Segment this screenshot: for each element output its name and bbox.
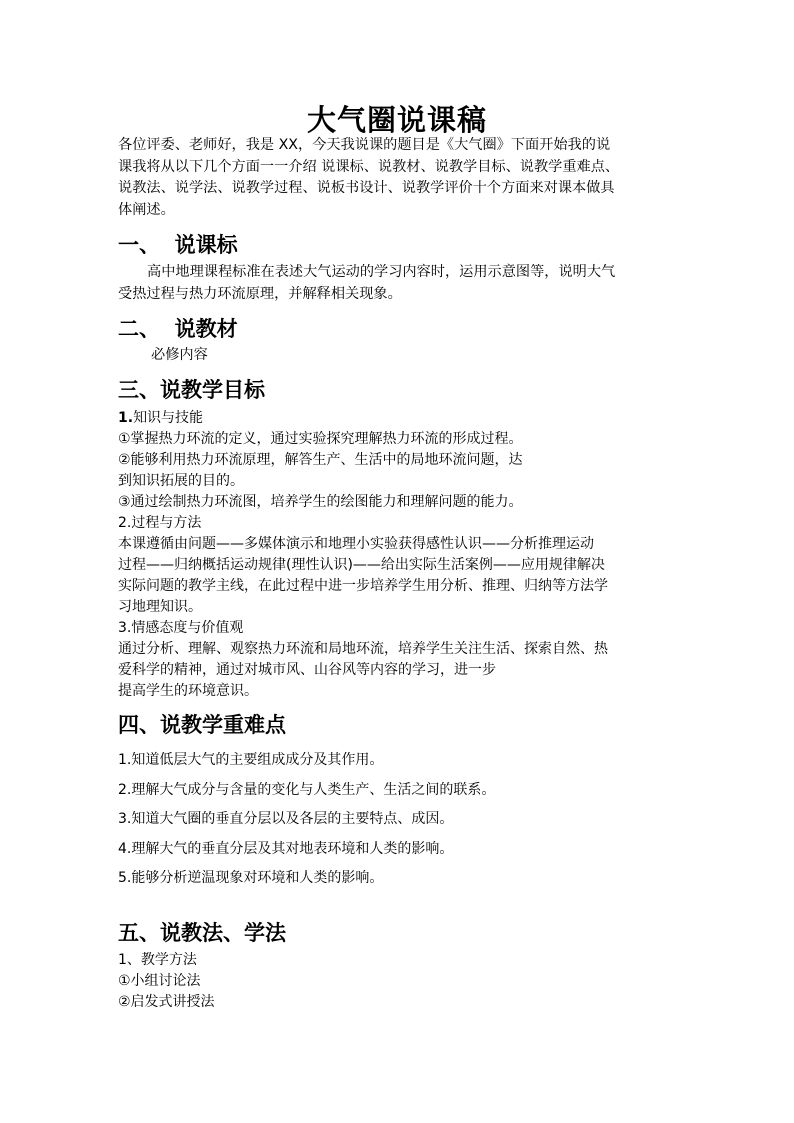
objective-line: 实际问题的教学主线，在此过程中进一步培养学生用分析、推理、归纳等方法学 bbox=[118, 578, 608, 594]
objective-line: 过程——归纳概括运动规律(理性认识)——给出实际生活案例——应用规律解决 bbox=[118, 557, 605, 573]
objective-3-paragraph bbox=[118, 639, 608, 702]
objective-2-paragraph bbox=[118, 534, 608, 618]
objective-line: 通过分析、理解、观察热力环流和局地环流，培养学生关注生活、探索自然、热 bbox=[118, 641, 608, 657]
objective-line: 爱科学的精神，通过对城市风、山谷风等内容的学习，进一步 bbox=[118, 662, 496, 678]
objective-line: 习地理知识。 bbox=[118, 599, 202, 615]
objective-1-list bbox=[118, 429, 523, 513]
section-heading-4: 四、说教学重难点 bbox=[118, 712, 286, 737]
objective-line: ③通过绘制热力环流图，培养学生的绘图能力和理解问题的能力。 bbox=[118, 494, 523, 510]
objective-line: ②能够利用热力环流原理，解答生产、生活中的局地环流问题，达 bbox=[118, 452, 523, 468]
section-heading-3: 三、说教学目标 bbox=[118, 377, 265, 402]
list-item: 1、教学方法 bbox=[118, 952, 197, 968]
section-heading-5: 五、说教法、学法 bbox=[118, 920, 286, 945]
intro-line: 体阐述。 bbox=[118, 201, 175, 218]
section-heading-1: 一、 说课标 bbox=[118, 232, 238, 257]
objective-line: 提高学生的环境意识。 bbox=[118, 683, 258, 699]
list-item: ①小组讨论法 bbox=[118, 973, 201, 989]
objective-line: 到知识拓展的目的。 bbox=[118, 473, 244, 489]
list-item: 3.知道大气圈的垂直分层以及各层的主要特点、成因。 bbox=[118, 811, 454, 827]
objective-subheading-2: 2.过程与方法 bbox=[118, 515, 202, 531]
intro-line: 各位评委、老师好，我是 XX，今天我说课的题目是《大气圈》下面开始我的说 bbox=[118, 137, 611, 153]
list-item: 4.理解大气的垂直分层及其对地表环境和人类的影响。 bbox=[118, 841, 454, 857]
list-item: 5.能够分析逆温现象对环境和人类的影响。 bbox=[118, 870, 384, 886]
objective-number: 1. bbox=[118, 410, 134, 426]
section-heading-2: 二、 说教材 bbox=[118, 316, 238, 341]
body-line: 受热过程与热力环流原理，并解释相关现象。 bbox=[118, 285, 402, 302]
document-title: 大气圈说课稿 bbox=[306, 103, 487, 137]
objective-line: ①掌握热力环流的定义，通过实验探究理解热力环流的形成过程。 bbox=[118, 431, 523, 447]
objective-label: 知识与技能 bbox=[133, 410, 204, 426]
intro-line: 说教法、说学法、说教学过程、说板书设计、说教学评价十个方面来对课本做具 bbox=[118, 180, 615, 196]
intro-paragraph bbox=[118, 135, 678, 221]
section-2-body: 必修内容 bbox=[151, 347, 208, 363]
list-item: ②启发式讲授法 bbox=[118, 994, 215, 1010]
list-item: 2.理解大气成分与含量的变化与人类生产、生活之间的联系。 bbox=[118, 782, 496, 798]
objective-subheading-3: 3.情感态度与价值观 bbox=[118, 620, 244, 636]
objective-line: 本课遵循由问题——多媒体演示和地理小实验获得感性认识——分析推理运动 bbox=[118, 536, 594, 552]
list-item: 1.知道低层大气的主要组成成分及其作用。 bbox=[118, 752, 384, 768]
intro-line: 课我将从以下几个方面一一介绍 说课标、说教材、说教学目标、说教学重难点、 bbox=[118, 158, 620, 175]
objective-subheading-1 bbox=[118, 408, 203, 429]
section-1-body bbox=[118, 262, 678, 305]
body-line: 高中地理课程标准在表述大气运动的学习内容时，运用示意图等，说明大气 bbox=[147, 264, 616, 280]
